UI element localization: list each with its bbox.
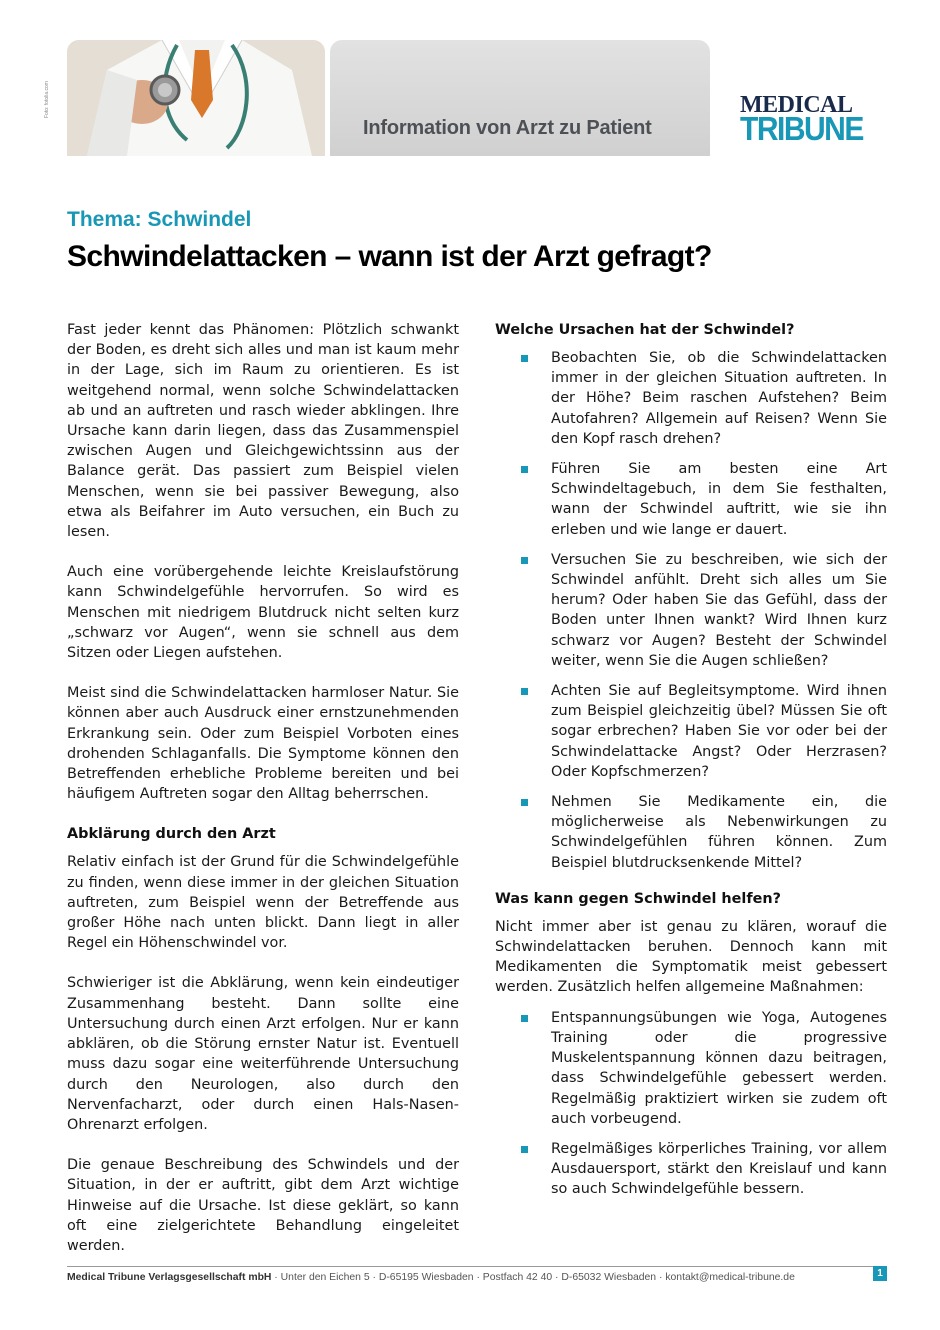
square-bullet-icon [521, 1015, 528, 1022]
causes-list [495, 348, 887, 873]
list-item-text: Nehmen Sie Medikamente ein, die möglicherweise als Nebenwirkungen zu Schwindelgefühlen führen können. Zum Beispiel blutdrucksenkende Mittel? [551, 794, 887, 871]
footer [67, 1272, 795, 1283]
paragraph-harmless: Meist sind die Schwindelattacken harmloser Natur. Sie können aber auch Ausdruck einer ernstzunehmenden Erkrankung sein. Oder zum Beispiel Vorboten eines drohenden Schlaganfalls. Die Symptome können den Betreffenden erhebliche Probleme bereiten und bei häufigem Auftreten sogar den Alltag beherrschen. [67, 685, 459, 803]
photo-credit: Foto: fotolia.com [44, 81, 50, 118]
list-item-text: Führen Sie am besten eine Art Schwindeltagebuch, in dem Sie festhalten, wann der Schwindel auftritt, wie sie ihn erleben und wie lange er dauert. [551, 461, 887, 538]
list-item-text: Versuchen Sie zu beschreiben, wie sich der Schwindel anfühlt. Dreht sich alles um Sie herum? Oder haben Sie das Gefühl, dass der Boden unter Ihnen wankt? Wird Ihnen kurz schwarz vor Augen? Besteht der Schwindel weiter, wenn Sie die Augen schließen? [551, 551, 887, 669]
medical-tribune-logo [740, 92, 888, 148]
list-item [495, 348, 887, 449]
footer-address: · Unter den Eichen 5 · D-65195 Wiesbaden · Postfach 42 40 · D-65032 Wiesbaden · kontakt@medical-tribune.de [271, 1272, 795, 1283]
page-headline: Schwindelattacken – wann ist der Arzt gefragt? [67, 240, 712, 273]
square-bullet-icon [521, 799, 528, 806]
doctor-photo [67, 40, 325, 156]
list-item [495, 681, 887, 782]
logo-line-2: TRIBUNE [740, 111, 863, 148]
square-bullet-icon [521, 466, 528, 473]
logo-line-1: MEDICAL [740, 92, 853, 118]
list-item [495, 459, 887, 540]
header-banner-text: Information von Arzt zu Patient [363, 117, 652, 139]
square-bullet-icon [521, 1146, 528, 1153]
footer-divider [67, 1266, 873, 1267]
footer-publisher: Medical Tribune Verlagsgesellschaft mbH [67, 1272, 272, 1283]
paragraph-difficult-diagnosis: Schwieriger ist die Abklärung, wenn kein eindeutiger Zusammenhang besteht. Dann sollte eine Untersuchung durch einen Arzt erfolgen. Nur er kann abklären, ob die Störung ernster Natur ist. Eventuell muss dazu sogar eine weiterführende Untersuchung durch den Neurologen, also durch den Nervenfacharzt, oder durch einen Hals-Nasen-Ohrenarzt erfolgen. [67, 975, 459, 1133]
paragraph-height-vertigo: Relativ einfach ist der Grund für die Schwindelgefühle zu finden, wenn diese immer in der gleichen Situation auftreten, zum Beispiel wenn der Betreffende aus großer Höhe nach unten blickt. Dann liegt in aller Regel ein Höhenschwindel vor. [67, 854, 459, 952]
measures-list [495, 1008, 887, 1200]
section-heading-diagnosis: Abklärung durch den Arzt [67, 826, 276, 843]
section-heading-causes: Welche Ursachen hat der Schwindel? [495, 322, 795, 338]
topic-label: Thema: Schwindel [67, 208, 252, 231]
section-heading-help: Was kann gegen Schwindel helfen? [495, 890, 781, 907]
left-column [67, 320, 459, 1276]
list-item [495, 1139, 887, 1200]
paragraph-help-intro: Nicht immer aber ist genau zu klären, worauf die Schwindelattacken beruhen. Dennoch kann mit Medikamenten die Symptomatik meist gebessert werden. Zusätzlich helfen allgemeine Maßnahmen: [495, 918, 887, 996]
list-item [495, 792, 887, 873]
page-number: 1 [873, 1266, 887, 1281]
square-bullet-icon [521, 557, 528, 564]
list-item-text: Achten Sie auf Begleitsymptome. Wird ihnen zum Beispiel gleichzeitig übel? Müssen Sie oft sogar erbrechen? Haben Sie vor oder bei der Schwindelattacke Angst? Oder Herzrasen? Oder Kopfschmerzen? [551, 683, 887, 780]
doctor-illustration [67, 40, 325, 156]
paragraph-description: Die genaue Beschreibung des Schwindels und der Situation, in der er auftritt, gibt dem Arzt wichtige Hinweise auf die Ursache. Ist diese geklärt, so kann oft eine zielgerichtete Behandlung eingeleitet werden. [67, 1157, 459, 1254]
list-item-text: Entspannungsübungen wie Yoga, Autogenes Training oder die progressive Muskelentspannung können dazu beitragen, dass Schwindelgefühle gebessert werden. Regelmäßig praktiziert wirken sie zudem oft auch vorbeugend. [551, 1009, 887, 1127]
intro-paragraph: Fast jeder kennt das Phänomen: Plötzlich schwankt der Boden, es dreht sich alles und man ist kaum mehr in der Lage, sich im Raum zu orientieren. Es ist weitgehend normal, wenn solche Schwindelattacken ab und an auftreten und rasch wieder abklingen. Ihre Ursache kann darin liegen, dass das Zusammenspiel zwischen Augen und Gleichgewichtssinn aus der Balance gerät. Das passiert zum Beispiel vielen Menschen, wenn sie bei passiver Bewegung, also etwa als Beifahrer im Auto versuchen, ein Buch zu lesen. [67, 322, 459, 541]
square-bullet-icon [521, 688, 528, 695]
list-item [495, 550, 887, 671]
paragraph-circulation: Auch eine vorübergehende leichte Kreislaufstörung kann Schwindelgefühle hervorrufen. So wird es Menschen mit niedrigem Blutdruck nicht selten kurz „schwarz vor Augen“, wenn sie schnell aus dem Sitzen oder Liegen aufstehen. [67, 564, 459, 662]
right-column [495, 320, 887, 1216]
list-item-text: Beobachten Sie, ob die Schwindelattacken immer in der gleichen Situation auftreten. In der Höhe? Beim raschen Aufstehen? Beim Autofahren? Allgemein auf Reisen? Wenn Sie den Kopf rasch drehen? [551, 350, 887, 447]
square-bullet-icon [521, 355, 528, 362]
list-item [495, 1008, 887, 1129]
list-item-text: Regelmäßiges körperliches Training, vor allem Ausdauersport, stärkt den Kreislauf und kann so auch Schwindelgefühle bessern. [551, 1140, 887, 1198]
